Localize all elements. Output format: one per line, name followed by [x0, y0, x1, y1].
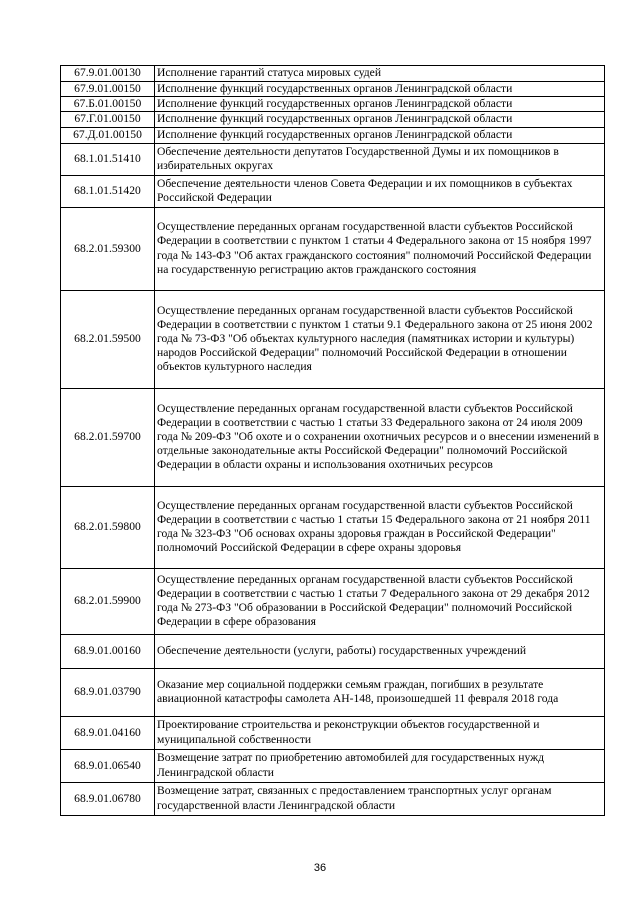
table-row	[61, 782, 605, 815]
table-row	[61, 82, 605, 97]
description-cell: Осуществление переданных органам государственной власти субъектов Российской Федерации в соответствии с пунктом 1 статьи 9.1 Федерального закона от 25 июня 2002 года № 73-ФЗ "Об объектах культурного наследия (памятниках истории и культуры) народов Российской Федерации" полномочий Российской Федерации в отношении объектов культурного наследия	[155, 290, 605, 388]
budget-code-cell: 67.9.01.00150	[61, 82, 155, 97]
table-row	[61, 66, 605, 82]
description-cell: Возмещение затрат по приобретению автомобилей для государственных нужд Ленинградской области	[155, 749, 605, 782]
description-cell: Обеспечение деятельности депутатов Государственной Думы и их помощников в избирательных округах	[155, 143, 605, 175]
description-cell: Исполнение функций государственных органов Ленинградской области	[155, 97, 605, 112]
table-row	[61, 668, 605, 716]
budget-code-cell: 68.2.01.59900	[61, 568, 155, 634]
description-cell: Исполнение функций государственных органов Ленинградской области	[155, 127, 605, 143]
description-cell: Исполнение функций государственных органов Ленинградской области	[155, 82, 605, 97]
description-cell: Оказание мер социальной поддержки семьям граждан, погибших в результате авиационной катастрофы самолета АН-148, произошедшей 11 февраля 2018 года	[155, 668, 605, 716]
budget-code-cell: 67.Б.01.00150	[61, 97, 155, 112]
table-row	[61, 486, 605, 568]
budget-code-cell: 67.Д.01.00150	[61, 127, 155, 143]
table-row	[61, 568, 605, 634]
budget-code-cell: 68.9.01.06780	[61, 782, 155, 815]
budget-code-cell: 68.1.01.51420	[61, 175, 155, 207]
table-row	[61, 127, 605, 143]
table-body	[61, 66, 605, 816]
description-cell: Возмещение затрат, связанных с предоставлением транспортных услуг органам государственной власти Ленинградской области	[155, 782, 605, 815]
description-cell: Обеспечение деятельности членов Совета Федерации и их помощников в субъектах Российской Федерации	[155, 175, 605, 207]
table-row	[61, 207, 605, 290]
description-cell: Осуществление переданных органам государственной власти субъектов Российской Федерации в соответствии с частью 1 статьи 7 Федерального закона от 29 декабря 2012 года № 273-ФЗ "Об образовании в Российской Федерации" полномочий Российской Федерации в сфере образования	[155, 568, 605, 634]
budget-code-cell: 68.9.01.00160	[61, 634, 155, 668]
description-cell: Осуществление переданных органам государственной власти субъектов Российской Федерации в соответствии с частью 1 статьи 15 Федерального закона от 21 ноября 2011 года № 323-ФЗ "Об основах охраны здоровья граждан в Российской Федерации" полномочий Российской Федерации в сфере охраны здоровья	[155, 486, 605, 568]
budget-code-cell: 68.2.01.59300	[61, 207, 155, 290]
budget-code-cell: 68.9.01.04160	[61, 716, 155, 749]
description-cell: Исполнение функций государственных органов Ленинградской области	[155, 112, 605, 127]
budget-code-cell: 68.9.01.03790	[61, 668, 155, 716]
budget-code-cell: 67.9.01.00130	[61, 66, 155, 82]
budget-code-cell: 68.1.01.51410	[61, 143, 155, 175]
table-row	[61, 749, 605, 782]
budget-code-cell: 68.2.01.59800	[61, 486, 155, 568]
budget-code-cell: 67.Г.01.00150	[61, 112, 155, 127]
table-row	[61, 716, 605, 749]
description-cell: Осуществление переданных органам государственной власти субъектов Российской Федерации в соответствии с частью 1 статьи 33 Федерального закона от 24 июля 2009 года № 209-ФЗ "Об охоте и о сохранении охотничьих ресурсов и о внесении изменений в отдельные законодательные акты Российской Федерации" полномочий Российской Федерации в области охраны и использования охотничьих ресурсов	[155, 388, 605, 486]
page-number: 36	[313, 862, 327, 874]
table-row	[61, 143, 605, 175]
budget-codes-table	[60, 65, 605, 816]
table-row	[61, 388, 605, 486]
table-row	[61, 97, 605, 112]
description-cell: Исполнение гарантий статуса мировых судей	[155, 66, 605, 82]
description-cell: Осуществление переданных органам государственной власти субъектов Российской Федерации в соответствии с пунктом 1 статьи 4 Федерального закона от 15 ноября 1997 года № 143-ФЗ "Об актах гражданского состояния" полномочий Российской Федерации на государственную регистрацию актов гражданского состояния	[155, 207, 605, 290]
table-row	[61, 634, 605, 668]
table-row	[61, 290, 605, 388]
budget-code-cell: 68.9.01.06540	[61, 749, 155, 782]
table-row	[61, 175, 605, 207]
budget-code-cell: 68.2.01.59500	[61, 290, 155, 388]
description-cell: Проектирование строительства и реконструкции объектов государственной и муниципальной собственности	[155, 716, 605, 749]
description-cell: Обеспечение деятельности (услуги, работы) государственных учреждений	[155, 634, 605, 668]
budget-code-cell: 68.2.01.59700	[61, 388, 155, 486]
table-row	[61, 112, 605, 127]
